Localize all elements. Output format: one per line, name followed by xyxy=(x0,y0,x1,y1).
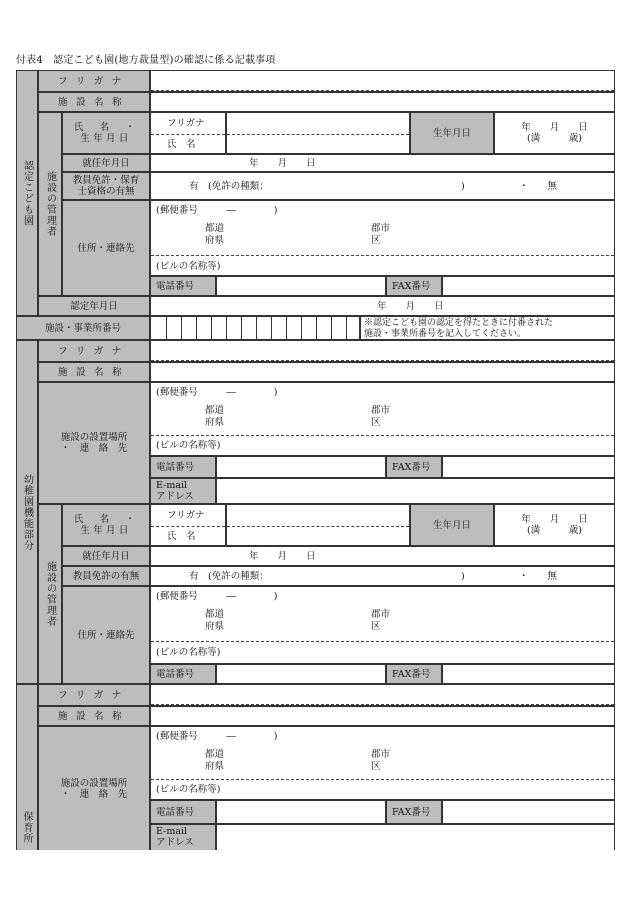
k-email-input[interactable] xyxy=(216,478,615,504)
k-name-birth-label: 氏 名 ・ 生年月日 xyxy=(62,504,150,546)
k-setup-location-label: 施設の設置場所 ・ 連 絡 先 xyxy=(38,382,150,504)
manager-name-label-cell: フリガナ 氏 名 xyxy=(150,112,226,154)
k-furigana-input[interactable] xyxy=(150,340,615,362)
k-license-input[interactable]: 有 (免許の種類： ) ・ 無 xyxy=(150,566,615,586)
document-title: 付表4 認定こども園(地方裁量型)の確認に係る記載事項 xyxy=(16,55,276,66)
section-label-nursery: 保育所 xyxy=(16,684,38,850)
fax-input[interactable] xyxy=(442,276,615,296)
address-contact-label: 住所・連絡先 xyxy=(62,200,150,296)
phone-label: 電話番号 xyxy=(150,276,216,296)
facility-name-label: 施設名称 xyxy=(38,92,150,112)
n-phone-input[interactable] xyxy=(216,800,386,824)
n-setup-location-label: 施設の設置場所 ・ 連 絡 先 xyxy=(38,726,150,850)
inauguration-label: 就任年月日 xyxy=(62,154,150,172)
license-input[interactable]: 有 (免許の種類： ) ・ 無 xyxy=(150,172,615,200)
k-email-label: E-mail アドレス xyxy=(150,478,216,504)
k-inauguration-label: 就任年月日 xyxy=(62,546,150,566)
name-birth-label: 氏 名 ・ 生年月日 xyxy=(62,112,150,154)
k-fax-label: FAX番号 xyxy=(386,456,442,478)
facility-number-note: ※認定こども園の認定を得たときに付番された 施設・事業所番号を記入してください。 xyxy=(360,316,615,340)
facility-number-input[interactable] xyxy=(150,316,360,340)
license-label: 教員免許・保育 士資格の有無 xyxy=(62,172,150,200)
n-facility-name-input[interactable] xyxy=(150,706,615,726)
k-manager-fax-label: FAX番号 xyxy=(386,664,442,684)
k-birth-input[interactable]: 年 月 日 (満 歳) xyxy=(494,504,615,546)
k-manager-phone-input[interactable] xyxy=(216,664,386,684)
address-input[interactable]: (郵便番号 ― ) 都道 府県 郡市 区 (ビルの名称等) xyxy=(150,200,615,276)
k-address-input[interactable]: (郵便番号 ― ) 都道 府県 郡市 区 (ビルの名称等) xyxy=(150,382,615,456)
k-facility-name-label: 施設名称 xyxy=(38,362,150,382)
k-manager-fax-input[interactable] xyxy=(442,664,615,684)
k-manager-label: 施設の管理者 xyxy=(38,504,62,684)
k-license-label: 教員免許の有無 xyxy=(62,566,150,586)
fax-label: FAX番号 xyxy=(386,276,442,296)
n-fax-input[interactable] xyxy=(442,800,615,824)
furigana-input[interactable] xyxy=(150,70,615,92)
n-phone-label: 電話番号 xyxy=(150,800,216,824)
n-email-input[interactable] xyxy=(216,824,615,850)
k-facility-name-input[interactable] xyxy=(150,362,615,382)
k-manager-name-label-cell: フリガナ 氏 名 xyxy=(150,504,226,546)
k-birth-label: 生年月日 xyxy=(410,504,494,546)
inauguration-input[interactable]: 年 月 日 xyxy=(150,154,615,172)
furigana-label: フリガナ xyxy=(38,70,150,92)
k-phone-input[interactable] xyxy=(216,456,386,478)
k-manager-address-input[interactable]: (郵便番号 ― ) 都道 府県 郡市 区 (ビルの名称等) xyxy=(150,586,615,664)
n-facility-name-label: 施設名称 xyxy=(38,706,150,726)
k-phone-label: 電話番号 xyxy=(150,456,216,478)
n-furigana-label: フリガナ xyxy=(38,684,150,706)
manager-label: 施設の管理者 xyxy=(38,112,62,296)
cert-date-input[interactable]: 年 月 日 xyxy=(150,296,615,316)
n-address-input[interactable]: (郵便番号 ― ) 都道 府県 郡市 区 (ビルの名称等) xyxy=(150,726,615,800)
phone-input[interactable] xyxy=(216,276,386,296)
section-label-nintei-kodomoen: 認定こども園 xyxy=(16,70,38,316)
k-inauguration-input[interactable]: 年 月 日 xyxy=(150,546,615,566)
birth-input[interactable]: 年 月 日 (満 歳) xyxy=(494,112,615,154)
facility-name-input[interactable] xyxy=(150,92,615,112)
birth-label: 生年月日 xyxy=(410,112,494,154)
n-furigana-input[interactable] xyxy=(150,684,615,706)
k-manager-name-input[interactable] xyxy=(226,504,410,546)
k-furigana-label: フリガナ xyxy=(38,340,150,362)
section-label-kindergarten: 幼稚園機能部分 xyxy=(16,340,38,684)
k-address-contact-label: 住所・連絡先 xyxy=(62,586,150,684)
facility-number-label: 施設・事業所番号 xyxy=(16,316,150,340)
k-fax-input[interactable] xyxy=(442,456,615,478)
cert-date-label: 認定年月日 xyxy=(38,296,150,316)
n-email-label: E-mail アドレス xyxy=(150,824,216,850)
manager-name-input[interactable] xyxy=(226,112,410,154)
n-fax-label: FAX番号 xyxy=(386,800,442,824)
k-manager-phone-label: 電話番号 xyxy=(150,664,216,684)
